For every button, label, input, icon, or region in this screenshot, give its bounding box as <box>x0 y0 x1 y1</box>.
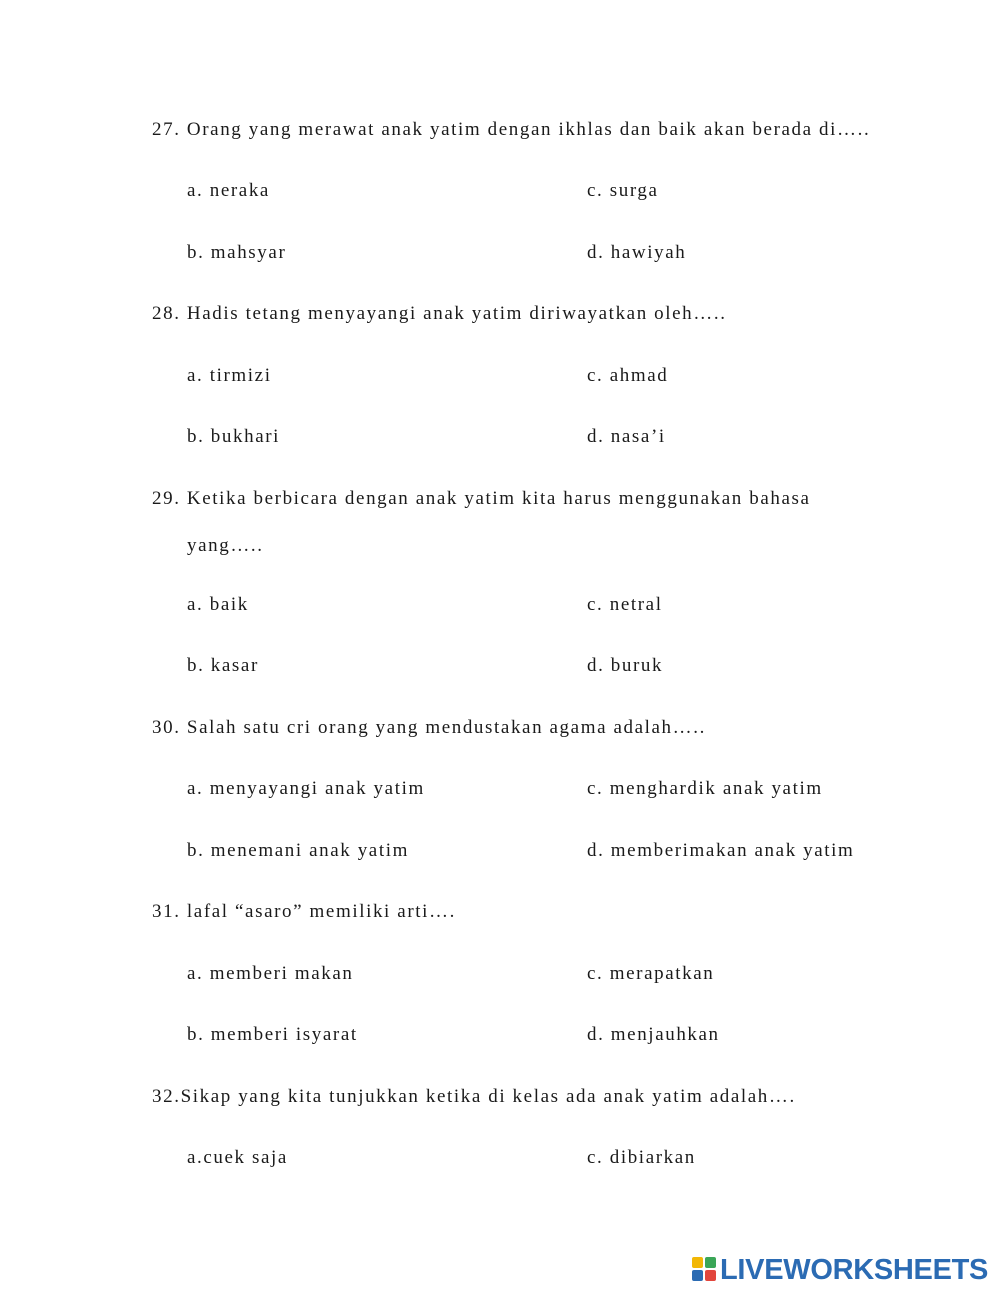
question-28-text: Hadis tetang menyayangi anak yatim diriwayatkan oleh….. <box>186 303 727 324</box>
question-29-option-a[interactable]: a. baik <box>187 594 249 615</box>
question-28-option-d[interactable]: d. nasa’i <box>587 426 666 447</box>
question-32-text: Sikap yang kita tunjukkan ketika di kelas ada anak yatim adalah…. <box>180 1086 796 1107</box>
question-29-stem <box>152 487 811 511</box>
question-31-option-d[interactable]: d. menjauhkan <box>587 1024 720 1045</box>
question-29-text: Ketika berbicara dengan anak yatim kita harus menggunakan bahasa <box>186 488 811 509</box>
question-30-text: Salah satu cri orang yang mendustakan agama adalah….. <box>186 717 706 738</box>
question-31-option-a[interactable]: a. memberi makan <box>187 963 354 984</box>
question-28-option-c[interactable]: c. ahmad <box>587 365 669 386</box>
question-28-stem <box>152 302 727 326</box>
question-30-option-b[interactable]: b. menemani anak yatim <box>187 840 409 861</box>
question-31-option-b[interactable]: b. memberi isyarat <box>187 1024 358 1045</box>
logo-mark-tile-2 <box>705 1257 716 1268</box>
question-29-text-continuation: yang….. <box>187 535 264 556</box>
question-27-number: 27. <box>152 119 181 140</box>
question-28-option-a[interactable]: a. tirmizi <box>187 365 272 386</box>
liveworksheets-logo <box>692 1255 988 1285</box>
question-27-option-a[interactable]: a. neraka <box>187 180 270 201</box>
question-29-option-c[interactable]: c. netral <box>587 594 663 615</box>
question-28-number: 28. <box>152 303 181 324</box>
question-30-option-a[interactable]: a. menyayangi anak yatim <box>187 778 425 799</box>
question-28-option-b[interactable]: b. bukhari <box>187 426 281 447</box>
question-31-number: 31. <box>152 901 181 922</box>
question-30-option-d[interactable]: d. memberimakan anak yatim <box>587 840 855 861</box>
liveworksheets-logo-icon <box>692 1257 718 1283</box>
question-30-stem <box>152 716 706 740</box>
logo-mark-tile-1 <box>692 1257 703 1268</box>
question-30-number: 30. <box>152 717 181 738</box>
question-29-option-b[interactable]: b. kasar <box>187 655 259 676</box>
question-27-stem <box>152 118 870 142</box>
question-27-option-d[interactable]: d. hawiyah <box>587 242 687 263</box>
question-29-option-d[interactable]: d. buruk <box>587 655 664 676</box>
question-31-stem <box>152 900 456 924</box>
question-27-option-b[interactable]: b. mahsyar <box>187 242 287 263</box>
question-27-option-c[interactable]: c. surga <box>587 180 659 201</box>
question-31-text: lafal “asaro” memiliki arti…. <box>186 901 456 922</box>
question-32-option-c[interactable]: c. dibiarkan <box>587 1147 696 1168</box>
question-32-option-a[interactable]: a.cuek saja <box>187 1147 288 1168</box>
question-27-text: Orang yang merawat anak yatim dengan ikhlas dan baik akan berada di….. <box>186 119 871 140</box>
question-32-stem <box>152 1085 796 1109</box>
liveworksheets-logo-text: LIVEWORKSHEETS <box>720 1254 989 1286</box>
question-30-option-c[interactable]: c. menghardik anak yatim <box>587 778 823 799</box>
question-32-number: 32. <box>152 1086 181 1107</box>
question-29-number: 29. <box>152 488 181 509</box>
question-31-option-c[interactable]: c. merapatkan <box>587 963 715 984</box>
logo-mark-tile-3 <box>692 1270 703 1281</box>
logo-mark-tile-4 <box>705 1270 716 1281</box>
